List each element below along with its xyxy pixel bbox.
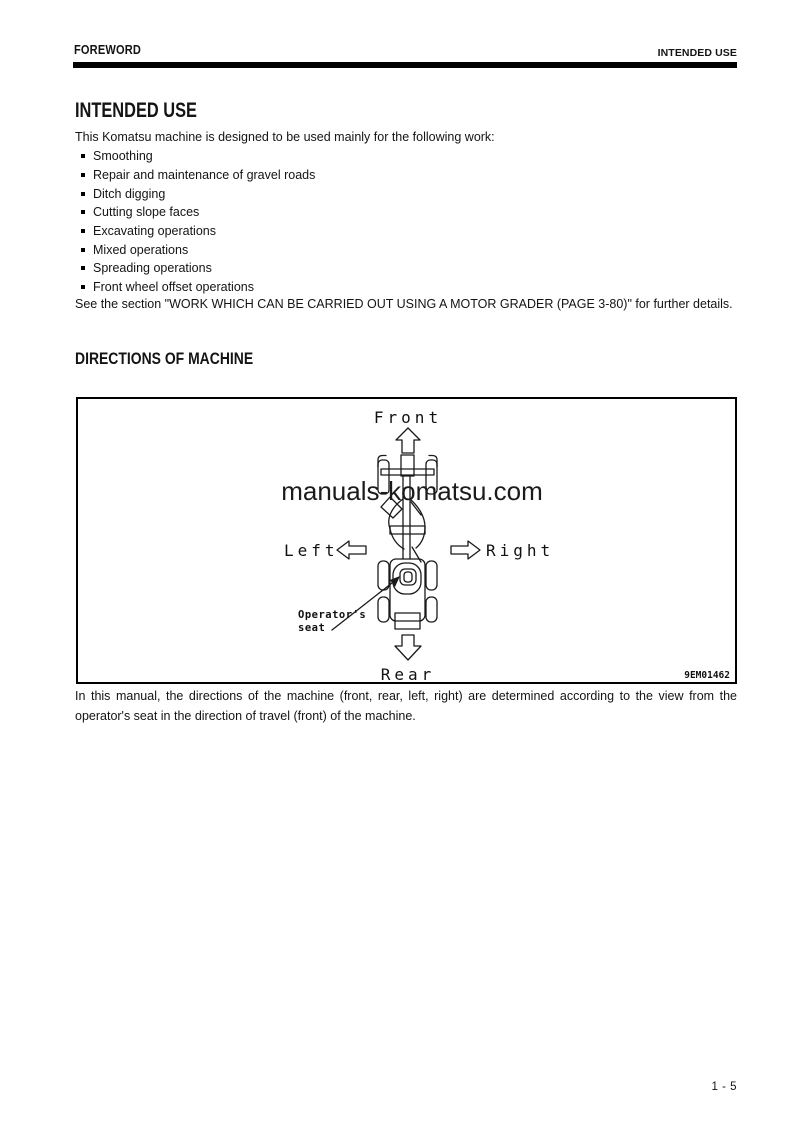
seat-leader-arrowhead: [390, 576, 400, 587]
lift-cylinder-lower: [412, 547, 421, 562]
right-arrow-icon: [451, 541, 480, 559]
list-item: [79, 203, 729, 222]
label-operators-seat-line1: Operator's: [298, 609, 367, 621]
list-item: [79, 184, 729, 203]
intro-paragraph: This Komatsu machine is designed to be used mainly for the following work:: [75, 130, 495, 144]
label-right: Right: [486, 541, 555, 560]
bullet-square-icon: [81, 285, 85, 289]
rear-wheel-left-back: [378, 597, 389, 622]
front-arrow-icon: [396, 428, 420, 453]
list-item-label: Smoothing: [93, 149, 153, 164]
label-operators-seat-line2: seat: [298, 622, 326, 634]
see-section-paragraph: See the section "WORK WHICH CAN BE CARRIED OUT USING A MOTOR GRADER (PAGE 3-80)" for further details.: [75, 297, 733, 311]
rear-wheel-right-back: [426, 597, 437, 622]
bullet-square-icon: [81, 229, 85, 233]
directions-figure: [76, 397, 737, 684]
header-rule: [73, 62, 737, 68]
operator-seat-cushion: [404, 572, 412, 582]
rear-wheel-right-front: [426, 561, 437, 590]
frame-nose: [401, 455, 414, 476]
header-chapter-title: INTENDED USE: [657, 47, 737, 59]
list-item-label: Front wheel offset operations: [93, 280, 254, 295]
list-item: [79, 240, 729, 259]
figure-caption: In this manual, the directions of the machine (front, rear, left, right) are determined according to the view from the operator's seat in the direction of travel (front) of the machine.: [75, 689, 737, 723]
rear-wheel-left-front: [378, 561, 389, 590]
section-title-directions: DIRECTIONS OF MACHINE: [75, 349, 254, 368]
list-item: [79, 278, 729, 297]
bullet-square-icon: [81, 266, 85, 270]
page-title: INTENDED USE: [75, 99, 197, 122]
bullet-square-icon: [81, 192, 85, 196]
motor-grader-drawing: [332, 428, 480, 660]
list-item-label: Ditch digging: [93, 186, 166, 201]
rear-arrow-icon: [395, 635, 421, 660]
label-front: Front: [373, 408, 443, 427]
bullet-square-icon: [81, 154, 85, 158]
list-item-label: Mixed operations: [93, 242, 189, 257]
list-item-label: Spreading operations: [93, 261, 212, 276]
drawbar-right: [410, 499, 425, 548]
page-number: 1 - 5: [711, 1081, 737, 1093]
drawbar-left: [389, 499, 404, 549]
blade: [390, 526, 425, 534]
list-item: [79, 259, 729, 278]
label-rear: Rear: [380, 665, 436, 682]
list-item: [79, 166, 729, 185]
bullet-square-icon: [81, 248, 85, 252]
list-item-label: Cutting slope faces: [93, 205, 200, 220]
list-item: [79, 147, 729, 166]
header-section-title: FOREWORD: [74, 42, 142, 57]
label-left: Left: [284, 541, 339, 560]
work-list: [79, 147, 729, 297]
left-arrow-icon: [337, 541, 366, 559]
watermark-text: manuals-komatsu.com: [281, 476, 543, 506]
list-item-label: Repair and maintenance of gravel roads: [93, 168, 316, 183]
list-item-label: Excavating operations: [93, 224, 216, 239]
bullet-square-icon: [81, 210, 85, 214]
figure-id: 9EM01462: [684, 670, 730, 681]
machine-top-view-diagram: [78, 399, 735, 682]
bullet-square-icon: [81, 173, 85, 177]
list-item: [79, 222, 729, 241]
seat-leader-line: [332, 583, 392, 630]
